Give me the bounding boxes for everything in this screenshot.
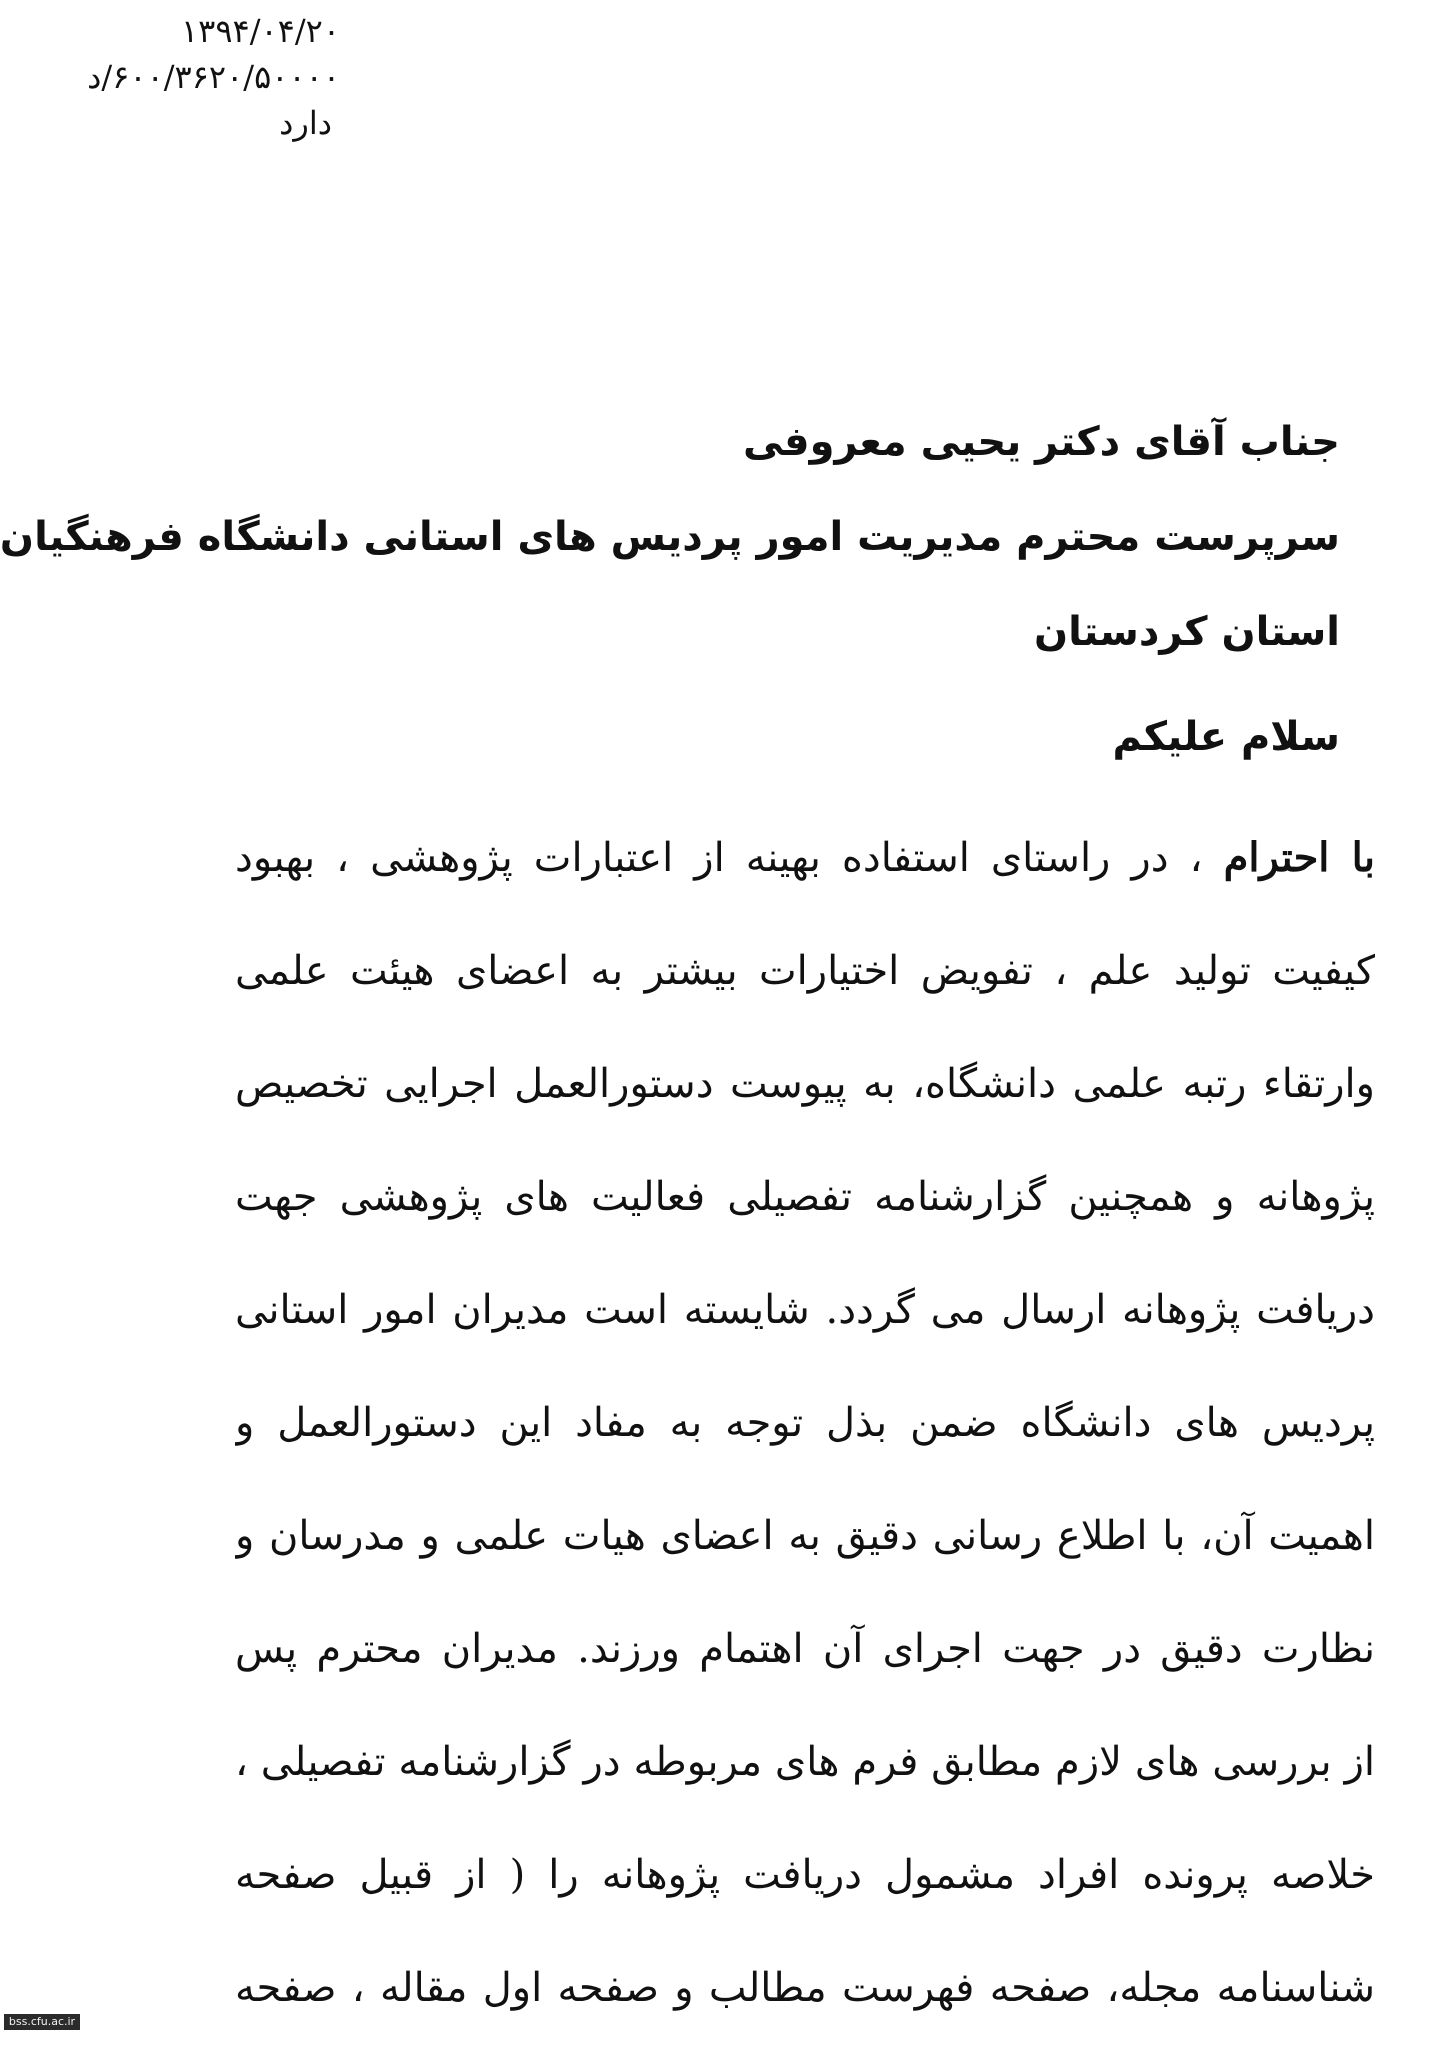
body-line: خلاصه پرونده افراد مشمول دریافت پژوهانه را ( از قبیل صفحه	[235, 1852, 1375, 1898]
addressee-block	[0, 395, 1340, 680]
body-line: شناسنامه مجله، صفحه فهرست مطالب و صفحه اول مقاله ، صفحه	[235, 1965, 1375, 2011]
body-line	[235, 813, 1375, 926]
greeting: سلام علیکم	[1112, 714, 1340, 760]
attachment-status: دارد	[279, 104, 332, 142]
reference-number: ۶۰۰/۳۶۲۰/۵۰۰۰۰/د	[87, 58, 340, 96]
source-watermark: bss.cfu.ac.ir	[4, 2014, 80, 2030]
body-line: نظارت دقیق در جهت اجرای آن اهتمام ورزند. مدیران محترم پس	[235, 1626, 1375, 1672]
body-line-rest: ، در راستای استفاده بهینه از اعتبارات پژوهشی ، بهبود	[235, 835, 1224, 881]
letter-meta	[40, 8, 340, 146]
body-line: کیفیت تولید علم ، تفویض اختیارات بیشتر به اعضای هیئت علمی	[235, 948, 1375, 994]
body-lead: با احترام	[1223, 834, 1375, 881]
body-line: اهمیت آن، با اطلاع رسانی دقیق به اعضای هیات علمی و مدرسان و	[235, 1513, 1375, 1559]
body-line: دریافت پژوهانه ارسال می گردد. شایسته است مدیران امور استانی	[235, 1287, 1375, 1333]
body-line: پژوهانه و همچنین گزارشنامه تفصیلی فعالیت های پژوهشی جهت	[235, 1174, 1375, 1220]
body-line: پردیس های دانشگاه ضمن بذل توجه به مفاد این دستورالعمل و	[235, 1400, 1375, 1446]
letter-body	[235, 813, 1375, 2056]
letter-date: ۱۳۹۴/۰۴/۲۰	[180, 12, 340, 50]
body-line: از بررسی های لازم مطابق فرم های مربوطه در گزارشنامه تفصیلی ،	[235, 1739, 1375, 1785]
addressee-title: سرپرست محترم مدیریت امور پردیس های استانی دانشگاه فرهنگیان	[0, 514, 1340, 560]
addressee-name: جناب آقای دکتر یحیی معروفی	[742, 419, 1340, 465]
addressee-province: استان کردستان	[1034, 609, 1340, 655]
body-line: وارتقاء رتبه علمی دانشگاه، به پیوست دستورالعمل اجرایی تخصیص	[235, 1061, 1375, 1107]
